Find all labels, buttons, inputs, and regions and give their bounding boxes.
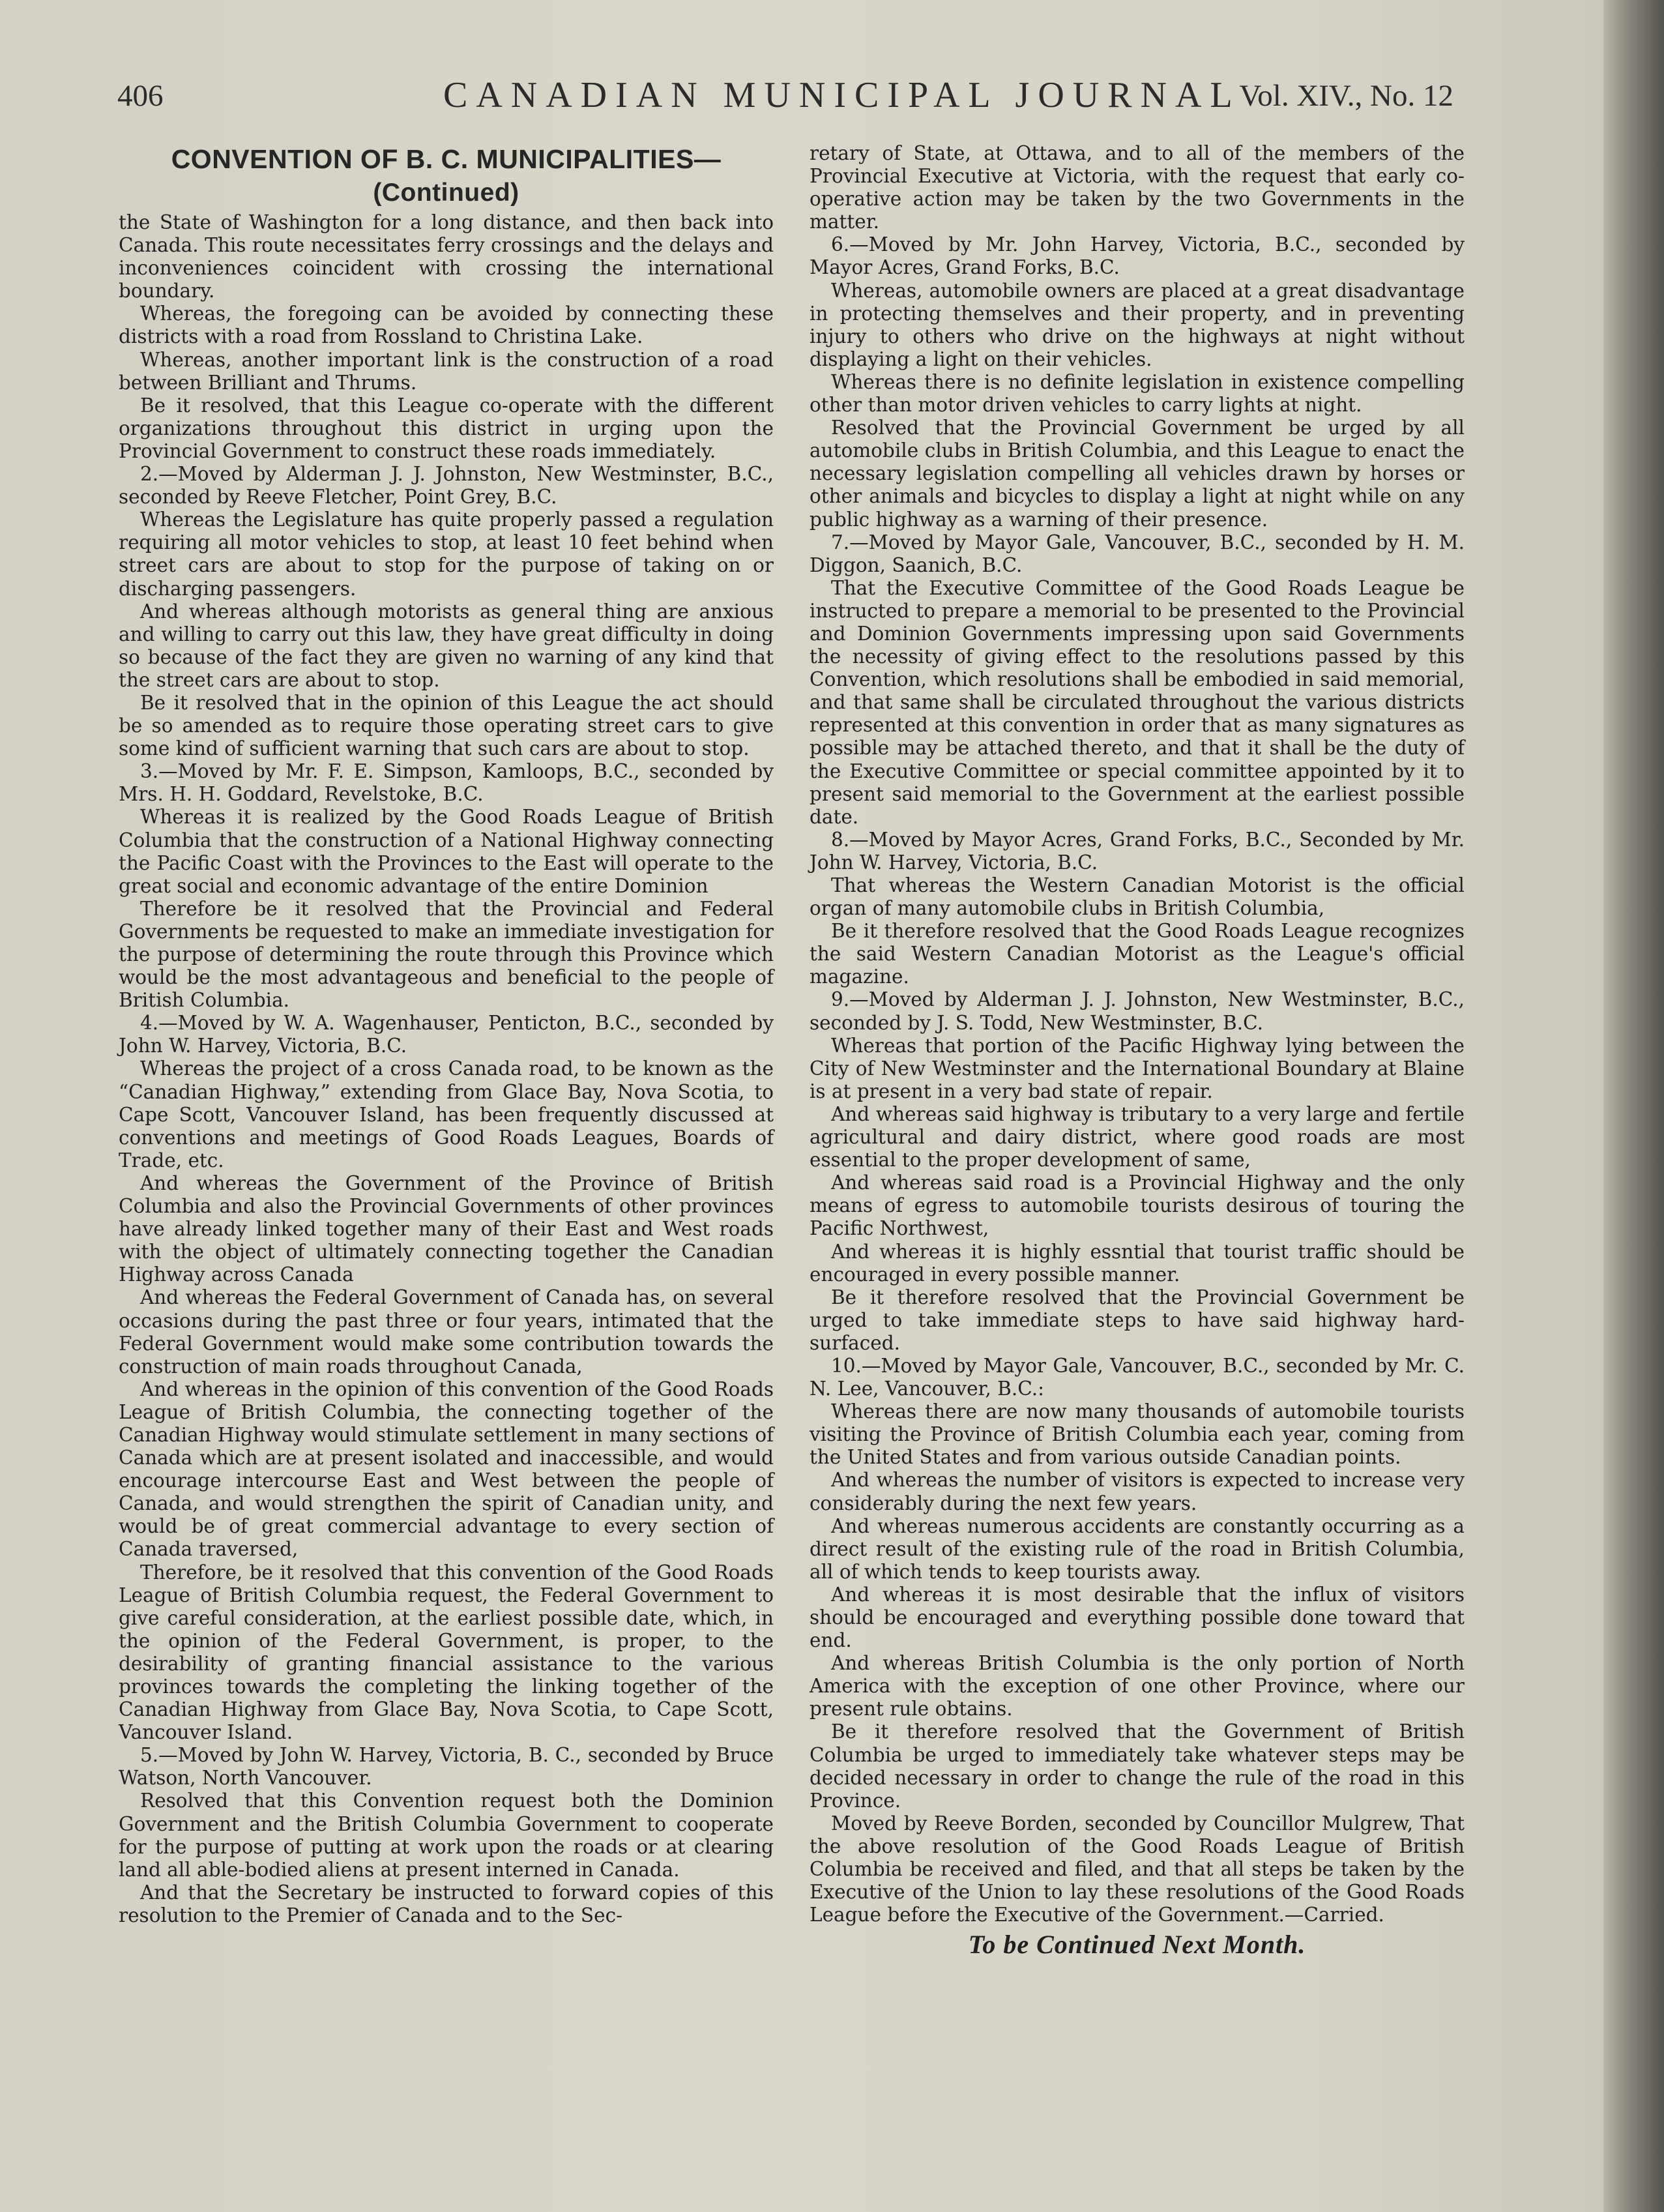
paragraph: Be it therefore resolved that the Provincial Government be urged to take immediate steps to have said highway hard-surfaced.	[810, 1286, 1465, 1354]
paragraph: Whereas, automobile owners are placed at a great disadvantage in protecting themselves and their property, and in preventing injury to others who drive on the highways at night without displaying a light on their vehicles.	[810, 279, 1465, 370]
paragraph: Whereas there are now many thousands of automobile tourists visiting the Province of British Columbia each year, coming from the United States and from various outside Canadian points.	[810, 1400, 1465, 1469]
paragraph: And whereas the Government of the Province of British Columbia and also the Provincial Governments of other provinces have already linked together many of their East and West roads with the object of ultimately connecting together the Canadian Highway across Canada	[119, 1172, 774, 1286]
paragraph: And whereas numerous accidents are constantly occurring as a direct result of the existing rule of the road in British Columbia, all of which tends to keep tourists away.	[810, 1514, 1465, 1583]
article-title	[119, 142, 774, 210]
paragraph: 6.—Moved by Mr. John Harvey, Victoria, B.C., seconded by Mayor Acres, Grand Forks, B.C.	[810, 233, 1465, 279]
paragraph: And whereas British Columbia is the only portion of North America with the exception of one other Province, where our present rule obtains.	[810, 1652, 1465, 1720]
paragraph: Be it therefore resolved that the Good Roads League recognizes the said Western Canadian Motorist as the League's official magazine.	[810, 920, 1465, 988]
running-header	[117, 66, 1453, 125]
paragraph: And whereas it is most desirable that the influx of visitors should be encouraged and everything possible done toward that end.	[810, 1583, 1465, 1652]
paragraph: 10.—Moved by Mayor Gale, Vancouver, B.C., seconded by Mr. C. N. Lee, Vancouver, B.C.:	[810, 1354, 1465, 1400]
page-binding-edge	[1603, 0, 1664, 2212]
paragraph: Moved by Reeve Borden, seconded by Councillor Mulgrew, That the above resolution of the Good Roads League of British Columbia be received and filed, and that all steps be taken by the Executive of the Union to lay these resolutions of the Good Roads League before the Executive of the Government.—Carried.	[810, 1812, 1465, 1926]
paragraph: retary of State, at Ottawa, and to all of the members of the Provincial Executive at Victoria, with the request that early co-operative action may be taken by the two Governments in the matter.	[810, 142, 1465, 233]
paragraph: And whereas in the opinion of this convention of the Good Roads League of British Columbia, the connecting together of the Canadian Highway would stimulate settlement in many sections of Canada which are at present isolated and inaccessible, and would encourage intercourse East and West between the people of Canada, and would strengthen the spirit of Canadian unity, and would be of great commercial advantage to every section of Canada traversed,	[119, 1378, 774, 1561]
left-column	[119, 142, 774, 1927]
paragraph: Be it resolved that in the opinion of this League the act should be so amended as to require those operating street cars to give some kind of sufficient warning that such cars are about to stop.	[119, 691, 774, 760]
paragraph: Be it therefore resolved that the Government of British Columbia be urged to immediately take whatever steps may be decided necessary in order to change the rule of the road in this Province.	[810, 1720, 1465, 1812]
paragraph: 9.—Moved by Alderman J. J. Johnston, New Westminster, B.C., seconded by J. S. Todd, New Westminster, B.C.	[810, 988, 1465, 1034]
paragraph: Whereas there is no definite legislation in existence compelling other than motor driven vehicles to carry lights at night.	[810, 370, 1465, 417]
page-number: 406	[117, 79, 164, 113]
paragraph: 8.—Moved by Mayor Acres, Grand Forks, B.C., Seconded by Mr. John W. Harvey, Victoria, B.C.	[810, 828, 1465, 874]
paragraph: And whereas said highway is tributary to a very large and fertile agricultural and dairy district, where good roads are most essential to the proper development of same,	[810, 1102, 1465, 1172]
article-title-text: CONVENTION OF B. C. MUNICIPALITIES—	[171, 144, 722, 174]
volume-number: Vol. XIV., No. 12	[1239, 79, 1453, 113]
paragraph: Resolved that the Provincial Government be urged by all automobile clubs in British Columbia, and this League to enact the necessary legislation compelling all vehicles drawn by horses or other animals and bicycles to display a light at night while on any public highway as a warning of their presence.	[810, 417, 1465, 531]
paragraph: That the Executive Committee of the Good Roads League be instructed to prepare a memorial to be presented to the Provincial and Dominion Governments impressing upon said Governments the necessity of giving effect to the resolutions passed by this Convention, which resolutions shall be embodied in said memorial, and that same shall be circulated throughout the various districts represented at this convention in order that as many signatures as possible may be attached thereto, and that it shall be the duty of the Executive Committee or special committee appointed by it to present said memorial to the Government at the earliest possible date.	[810, 576, 1465, 828]
paragraph: 3.—Moved by Mr. F. E. Simpson, Kamloops, B.C., seconded by Mrs. H. H. Goddard, Revelstoke, B.C.	[119, 760, 774, 806]
paragraph: That whereas the Western Canadian Motorist is the official organ of many automobile clubs in British Columbia,	[810, 874, 1465, 920]
paragraph: Whereas the project of a cross Canada road, to be known as the “Canadian Highway,” extending from Glace Bay, Nova Scotia, to Cape Scott, Vancouver Island, has been frequently discussed at conventions and meetings of Good Roads Leagues, Boards of Trade, etc.	[119, 1057, 774, 1172]
article-subtitle: (Continued)	[373, 179, 519, 207]
paragraph: Whereas the Legislature has quite properly passed a regulation requiring all motor vehicles to stop, at least 10 feet behind when street cars are about to stop for the purpose of taking on or discharging passengers.	[119, 509, 774, 600]
right-column	[810, 142, 1465, 1960]
journal-title: CANADIAN MUNICIPAL JOURNAL	[443, 75, 1241, 115]
paragraph: the State of Washington for a long distance, and then back into Canada. This route necessitates ferry crossings and the delays and inconveniences coincident with crossing the international boundary.	[119, 211, 774, 302]
paragraph: Whereas, another important link is the construction of a road between Brilliant and Thrums.	[119, 348, 774, 394]
paragraph: And whereas said road is a Provincial Highway and the only means of egress to automobile tourists desirous of touring the Pacific Northwest,	[810, 1172, 1465, 1240]
paragraph: And whereas the number of visitors is expected to increase very considerably during the next few years.	[810, 1469, 1465, 1514]
paragraph: Therefore be it resolved that the Provincial and Federal Governments be requested to make an immediate investigation for the purpose of determining the route through this Province which would be the most advantageous and beneficial to the people of British Columbia.	[119, 897, 774, 1012]
paragraph: 4.—Moved by W. A. Wagenhauser, Penticton, B.C., seconded by John W. Harvey, Victoria, B.C.	[119, 1012, 774, 1057]
paragraph: Resolved that this Convention request both the Dominion Government and the British Columbia Government to cooperate for the purpose of putting at work upon the roads or at clearing land all able-bodied aliens at present interned in Canada.	[119, 1790, 774, 1881]
paragraph: And whereas although motorists as general thing are anxious and willing to carry out this law, they have great difficulty in doing so because of the fact they are given no warning of any kind that the street cars are about to stop.	[119, 600, 774, 691]
paragraph: And whereas it is highly essntial that tourist traffic should be encouraged in every possible manner.	[810, 1240, 1465, 1286]
paragraph: Whereas, the foregoing can be avoided by connecting these districts with a road from Rossland to Christina Lake.	[119, 302, 774, 348]
paragraph: And that the Secretary be instructed to forward copies of this resolution to the Premier of Canada and to the Sec-	[119, 1881, 774, 1926]
paragraph: Therefore, be it resolved that this convention of the Good Roads League of British Columbia request, the Federal Government to give careful consideration, at the earliest possible date, which, in the opinion of the Federal Government, is proper, to the desirability of granting financial assistance to the various provinces towards the completing the linking together of the Canadian Highway from Glace Bay, Nova Scotia, to Cape Scott, Vancouver Island.	[119, 1561, 774, 1744]
paragraph: 5.—Moved by John W. Harvey, Victoria, B. C., seconded by Bruce Watson, North Vancouver.	[119, 1744, 774, 1790]
paragraph: Whereas that portion of the Pacific Highway lying between the City of New Westminster and the International Boundary at Blaine is at present in a very bad state of repair.	[810, 1034, 1465, 1102]
paragraph: Be it resolved, that this League co-operate with the different organizations throughout this district in urging upon the Provincial Government to construct these roads immediately.	[119, 394, 774, 462]
paragraph: Whereas it is realized by the Good Roads League of British Columbia that the construction of a National Highway connecting the Pacific Coast with the Provinces to the East will operate to the great social and economic advantage of the entire Dominion	[119, 806, 774, 897]
paragraph: And whereas the Federal Government of Canada has, on several occasions during the past three or four years, intimated that the Federal Government would make some contribution towards the construction of main roads throughout Canada,	[119, 1286, 774, 1378]
continued-note: To be Continued Next Month.	[968, 1930, 1306, 1960]
paragraph: 2.—Moved by Alderman J. J. Johnston, New Westminster, B.C., seconded by Reeve Fletcher, Point Grey, B.C.	[119, 463, 774, 509]
paragraph: 7.—Moved by Mayor Gale, Vancouver, B.C., seconded by H. M. Diggon, Saanich, B.C.	[810, 531, 1465, 576]
